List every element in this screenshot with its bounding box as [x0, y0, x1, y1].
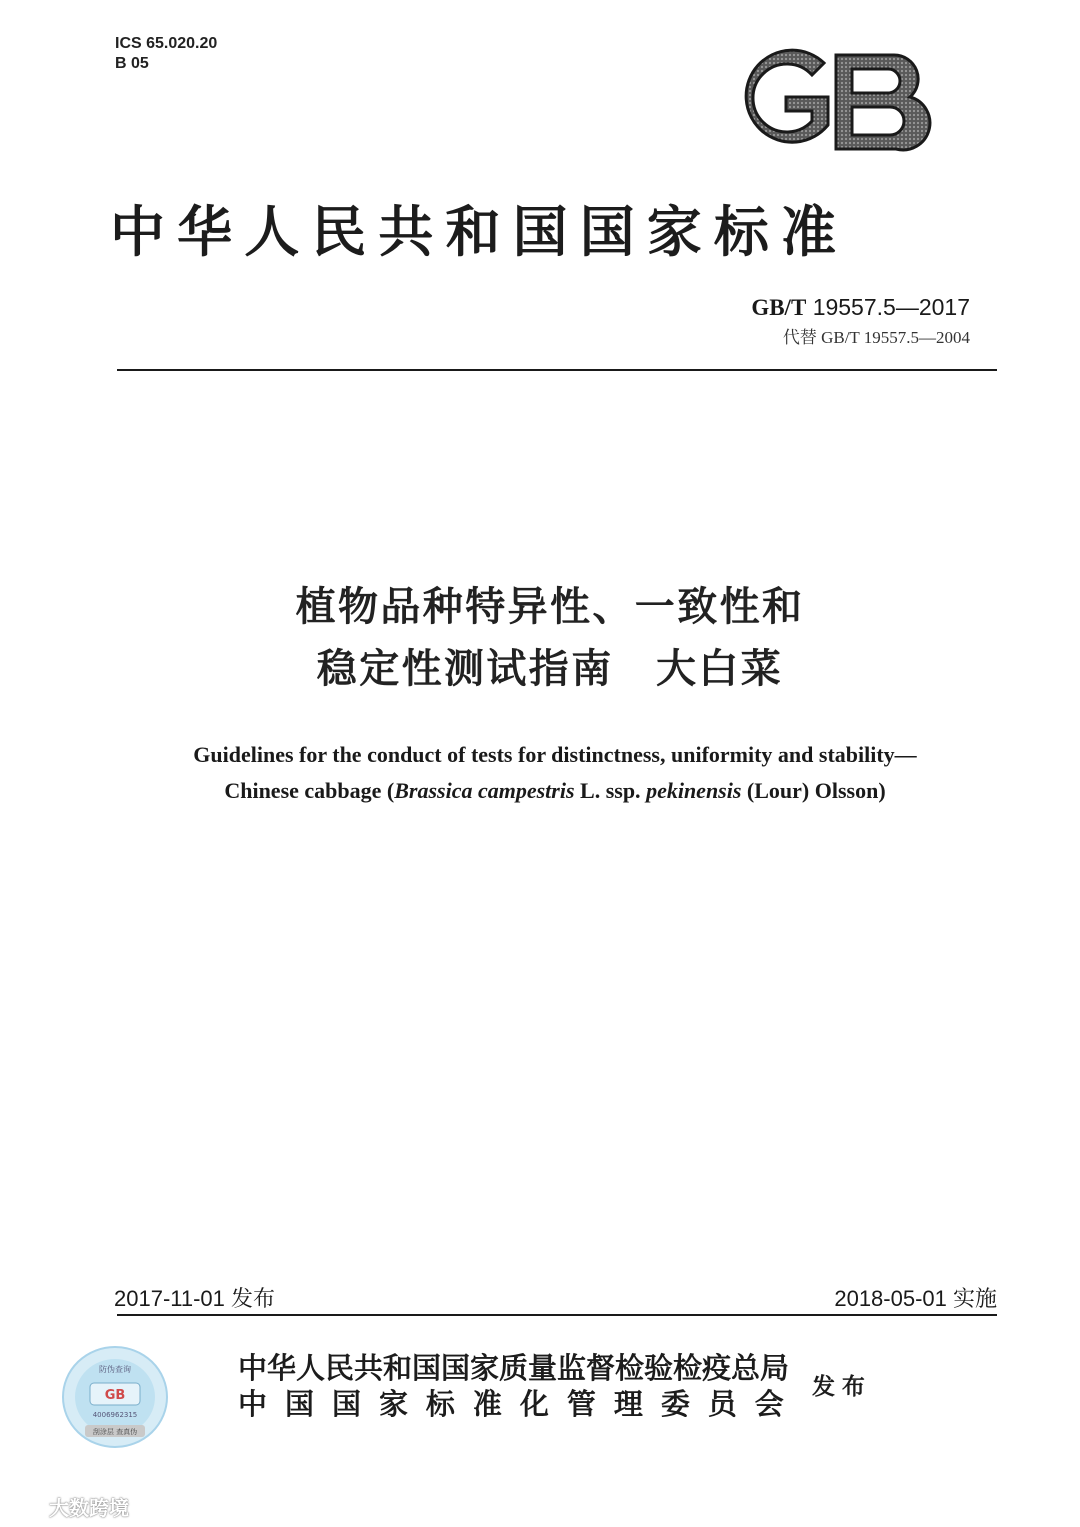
seal-logo: GB	[104, 1388, 126, 1403]
seal-top-text: 防伪查询	[99, 1365, 131, 1374]
gb-logo-icon	[724, 45, 936, 157]
classification-codes	[115, 34, 217, 74]
subspecies-name: pekinensis	[646, 778, 742, 803]
ccs-code: B 05	[115, 55, 149, 72]
issue-date: 2017-11-01 发布	[114, 1286, 276, 1311]
english-title	[0, 737, 1080, 809]
seal-scratch-text: 刮涂层 查真伪	[92, 1428, 138, 1436]
anti-counterfeit-seal-icon	[60, 1345, 170, 1450]
watermark	[6, 1492, 129, 1518]
english-title-part: Chinese cabbage (	[224, 778, 395, 803]
watermark-text: 大数跨境	[48, 1496, 129, 1520]
english-title-line2	[0, 773, 1080, 809]
standard-number-value: 19557.5—2017	[812, 294, 970, 320]
publish-label: 发布	[812, 1373, 872, 1400]
authority-sac: 中国国家标准化管理委员会	[238, 1387, 802, 1421]
issuing-authorities	[238, 1350, 802, 1422]
standard-number	[751, 294, 970, 321]
implementation-date: 2018-05-01 实施	[834, 1286, 997, 1311]
standard-prefix: GB/T	[751, 295, 807, 320]
ics-code: ICS 65.020.20	[115, 35, 218, 52]
english-title-part: L. ssp.	[574, 778, 647, 803]
bottom-divider	[117, 1314, 997, 1316]
species-name: Brassica campestris	[394, 778, 575, 803]
organization-title: 中华人民共和国国家标准	[110, 199, 849, 264]
authority-aqsiq: 中华人民共和国国家质量监督检验检疫总局	[238, 1351, 790, 1385]
standard-number-block	[751, 294, 970, 348]
seal-number: 4006962315	[92, 1411, 138, 1419]
chinese-title	[0, 576, 1080, 700]
top-divider	[117, 369, 997, 371]
chinese-title-line1: 植物品种特异性、一致性和	[295, 584, 805, 630]
english-title-part: (Lour) Olsson)	[741, 778, 886, 803]
chinese-title-line2: 稳定性测试指南 大白菜	[316, 646, 784, 692]
english-title-line1: Guidelines for the conduct of tests for distinctness, uniformity and stability—	[193, 742, 917, 767]
replaces-standard: 代替 GB/T 19557.5—2004	[782, 328, 970, 347]
watermark-logo-icon	[6, 1499, 42, 1521]
